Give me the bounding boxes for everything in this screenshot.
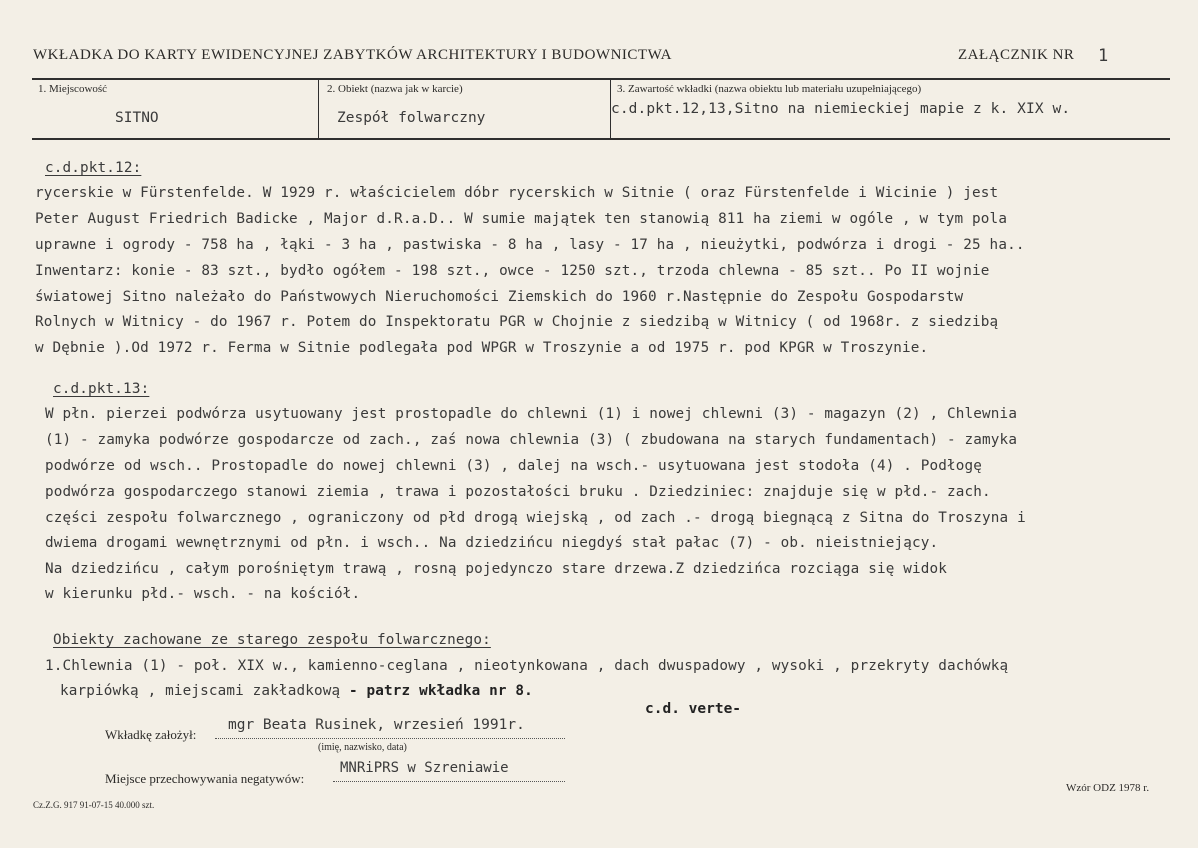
table-bottom-rule (32, 138, 1170, 140)
section-12-line: Inwentarz: konie - 83 szt., bydło ogółem - 198 szt., owce - 1250 szt., trzoda chlewna - 85 szt.. Po II wojnie (35, 263, 990, 279)
section-12-line: Rolnych w Witnicy - do 1967 r. Potem do Inspektoratu PGR w Chojnie z siedzibą w Witnicy ( od 1968r. z siedzibą (35, 314, 999, 330)
print-info: Cz.Z.G. 917 91-07-15 40.000 szt. (33, 800, 155, 810)
section-13-line: podwórza gospodarczego stanowi ziemia , trawa i pozostałości bruku . Dziedziniec: znajduje się w płd.- zach. (45, 484, 991, 500)
objects-heading: Obiekty zachowane ze starego zespołu folwarcznego: (53, 632, 491, 648)
section-13-line: części zespołu folwarcznego , ograniczony od płd drogą wiejską , od zach .- drogą biegnącą z Sitna do Troszyna i (45, 510, 1026, 526)
section-13-line: Na dziedzińcu , całym porośniętym trawą , rosną pojedynczo stare drzewa.Z dziedzińca rozciąga się widok (45, 561, 948, 577)
field-locality-label: 1. Miejscowość (38, 83, 108, 95)
section-12-line: w Dębnie ).Od 1972 r. Ferma w Sitnie podlegała pod WPGR w Troszynie a od 1975 r. pod KPGR w Troszynie. (35, 340, 929, 356)
continued-note: c.d. verte- (645, 701, 742, 717)
storage-value: MNRiPRS w Szreniawie (340, 760, 509, 776)
objects-item-1-text: karpiówką , miejscami zakładkową (60, 683, 341, 699)
objects-item-1-line-1: 1.Chlewnia (1) - poł. XIX w., kamienno-ceglana , nieotynkowana , dach dwuspadowy , wysoki , przekryty dachówką (45, 658, 1009, 674)
section-13-line: podwórze od wsch.. Prostopadle do nowej chlewni (3) , dalej na wsch.- usytuowana jest stodoła (4) . Podłogę (45, 458, 983, 474)
attachment-number: 1 (1098, 46, 1109, 66)
form-title: WKŁADKA DO KARTY EWIDENCYJNEJ ZABYTKÓW ARCHITEKTURY I BUDOWNICTWA (33, 47, 672, 63)
storage-dotted-line (333, 781, 565, 782)
objects-item-1-line-2 (60, 683, 533, 699)
section-13-line: W płn. pierzei podwórza usytuowany jest prostopadle do chlewni (1) i nowej chlewni (3) - magazyn (2) , Chlewnia (45, 406, 1018, 422)
attachment-label: ZAŁĄCZNIK NR (958, 47, 1075, 63)
created-by-dotted-line (215, 738, 565, 739)
created-by-caption: (imię, nazwisko, data) (318, 742, 407, 753)
created-by-value: mgr Beata Rusinek, wrzesień 1991r. (228, 717, 525, 733)
field-object-value: Zespół folwarczny (337, 110, 486, 126)
table-divider-1 (318, 79, 319, 139)
section-13-line: w kierunku płd.- wsch. - na kościół. (45, 586, 361, 602)
section-13-heading: c.d.pkt.13: (53, 381, 150, 397)
field-object-label: 2. Obiekt (nazwa jak w karcie) (327, 83, 463, 95)
objects-item-1-ref: - patrz wkładka nr 8. (349, 683, 533, 699)
section-12-line: uprawne i ogrody - 758 ha , łąki - 3 ha , pastwiska - 8 ha , lasy - 17 ha , nieużytki, podwórza i drogi - 25 ha.. (35, 237, 1025, 253)
section-12-line: rycerskie w Fürstenfelde. W 1929 r. właścicielem dóbr rycerskich w Sitnie ( oraz Fürstenfelde i Wicinie ) jest (35, 185, 999, 201)
section-13-line: dwiema drogami wewnętrznymi od płn. i wsch.. Na dziedzińcu niegdyś stał pałac (7) - ob. nieistniejący. (45, 535, 939, 551)
field-content-label: 3. Zawartość wkładki (nazwa obiektu lub materiału uzupełniającego) (617, 83, 922, 95)
section-12-line: światowej Sitno należało do Państwowych Nieruchomości Ziemskich do 1960 r.Następnie do Zespołu Gospodarstw (35, 289, 964, 305)
section-13-line: (1) - zamyka podwórze gospodarcze od zach., zaś nowa chlewnia (3) ( zbudowana na starych fundamentach) - zamyka (45, 432, 1018, 448)
section-12-heading: c.d.pkt.12: (45, 160, 142, 176)
template-info: Wzór ODZ 1978 r. (1066, 782, 1150, 794)
field-content-value: c.d.pkt.12,13,Sitno na niemieckiej mapie z k. XIX w. (611, 101, 1071, 117)
created-by-label: Wkładkę założył: (105, 727, 197, 742)
section-12-line: Peter August Friedrich Badicke , Major d.R.a.D.. W sumie majątek ten stanowią 811 ha ziemi w ogóle , w tym pola (35, 211, 1008, 227)
table-top-rule (32, 78, 1170, 80)
field-locality-value: SITNO (115, 110, 159, 126)
storage-label: Miejsce przechowywania negatywów: (105, 771, 305, 786)
